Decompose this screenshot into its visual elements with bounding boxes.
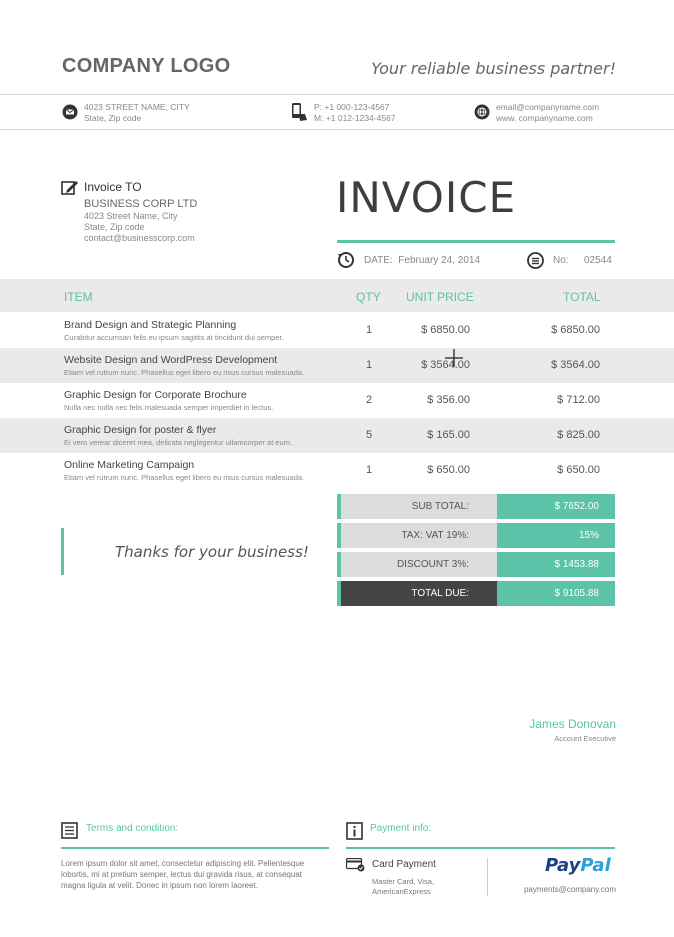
address-block (84, 102, 190, 124)
item-price: $ 165.00 (427, 429, 470, 441)
date-value: February 24, 2014 (398, 255, 480, 266)
table-row (0, 453, 674, 488)
item-total: $ 712.00 (557, 394, 600, 406)
address-line: 4023 STREET NAME, CITY (84, 102, 190, 112)
paypal-logo-pay: Pay (545, 855, 581, 876)
item-price: $ 6850.00 (421, 324, 470, 336)
card-types (372, 877, 434, 897)
item-desc: Curabitur accumsan felis eu ipsum sagittis at tincidunt dui semper. (64, 333, 284, 342)
invoice-to-label: Invoice TO (84, 180, 142, 194)
terms-label: Terms and condition: (86, 823, 179, 834)
item-total: $ 650.00 (557, 464, 600, 476)
date-label: DATE: (364, 255, 393, 266)
item-price: $ 650.00 (427, 464, 470, 476)
terms-line: lobortis, mi at pretium semper, lectus dui gravida risus, at consequat (61, 870, 302, 879)
item-total: $ 6850.00 (551, 324, 600, 336)
item-total: $ 3564.00 (551, 359, 600, 371)
mail-icon (62, 104, 78, 120)
edit-icon (61, 178, 79, 196)
item-title: Graphic Design for Corporate Brochure (64, 389, 247, 401)
tax-label: TAX: VAT 19%: (337, 523, 497, 548)
item-title: Graphic Design for poster & flyer (64, 424, 217, 436)
web-block (496, 102, 599, 124)
item-price: $ 356.00 (427, 394, 470, 406)
divider (0, 94, 674, 95)
card-payment-title: Card Payment (372, 859, 436, 870)
item-total: $ 825.00 (557, 429, 600, 441)
item-desc: Nulla nec nulla nec felis malesuada semper imperdiet in lectus. (64, 403, 274, 412)
accent-line (61, 847, 329, 849)
subtotal-row (337, 494, 615, 519)
terms-text (61, 858, 304, 891)
invoice-number: 02544 (584, 255, 612, 266)
tax-row (337, 523, 615, 548)
item-desc: Ei vero verear diceret mea, delicata neglegentur ullamcorper at eum. (64, 438, 293, 447)
globe-icon (474, 104, 490, 120)
terms-line: magna ligula at velit. Donec in ipsum non lorem laoreet. (61, 881, 258, 890)
table-row (0, 418, 674, 453)
paypal-email[interactable]: payments@company.com (523, 885, 616, 894)
divider (0, 129, 674, 130)
document-icon (61, 822, 78, 839)
client-address-line: 4023 Street Name, City (84, 211, 178, 221)
credit-card-icon (346, 858, 365, 872)
item-qty: 1 (365, 464, 373, 476)
website-link[interactable]: www. companyname.com (496, 113, 593, 123)
date-row (364, 255, 480, 266)
client-address-line: State, Zip code (84, 222, 145, 232)
item-desc: Etiam vel rutrum nunc. Phasellus eget libero eu risus cursus malesuada. (64, 368, 305, 377)
item-title: Website Design and WordPress Development (64, 354, 278, 366)
phone-line: P: +1 000-123-4567 (314, 102, 390, 112)
address-line: State, Zip code (84, 113, 142, 123)
accent-line (337, 240, 615, 243)
phone-line: M: +1 012-1234-4567 (314, 113, 396, 123)
accent-bar (61, 528, 64, 575)
invoice-number-label: No: (553, 255, 569, 266)
client-company: BUSINESS CORP LTD (84, 198, 198, 210)
divider (487, 858, 488, 896)
phone-block (314, 102, 396, 124)
tax-value: 15% (497, 523, 615, 548)
card-types-line: AmericanExpress (372, 887, 431, 896)
table-row (0, 383, 674, 418)
phone-icon (290, 102, 308, 122)
info-icon (346, 822, 363, 840)
item-title: Online Marketing Campaign (64, 459, 195, 471)
accent-line (346, 847, 615, 849)
paypal-logo (545, 855, 611, 876)
client-email: contact@businesscorp.com (84, 233, 195, 243)
tagline: Your reliable business partner! (371, 59, 616, 78)
item-qty: 1 (365, 359, 373, 371)
item-price: $ 3564.00 (421, 359, 470, 371)
col-qty: QTY (356, 290, 381, 304)
email-link[interactable]: email@companyname.com (496, 102, 600, 112)
table-row (0, 313, 674, 348)
item-qty: 1 (365, 324, 373, 336)
item-qty: 2 (365, 394, 373, 406)
discount-row (337, 552, 615, 577)
discount-label: DISCOUNT 3%: (337, 552, 497, 577)
total-due-row (337, 581, 615, 606)
list-icon (527, 252, 544, 269)
signatory-name: James Donovan (529, 717, 616, 731)
subtotal-label: SUB TOTAL: (337, 494, 497, 519)
item-title: Brand Design and Strategic Planning (64, 319, 237, 331)
total-due-value: $ 9105.88 (497, 581, 615, 606)
col-total: TOTAL (563, 290, 601, 304)
discount-value: $ 1453.88 (497, 552, 615, 577)
payment-label: Payment info: (370, 823, 432, 834)
item-qty: 5 (365, 429, 373, 441)
crosshair-cursor-icon (445, 349, 463, 367)
paypal-logo-pal: Pal (580, 855, 611, 876)
invoice-title: INVOICE (336, 173, 517, 222)
clock-icon (337, 251, 355, 269)
col-unit-price: UNIT PRICE (406, 290, 474, 304)
signatory-role: Account Executive (554, 734, 616, 743)
terms-line: Lorem ipsum dolor sit amet, consectetur adipiscing elit. Pellentesque (61, 859, 305, 868)
thanks-message: Thanks for your business! (115, 543, 309, 561)
card-types-line: Master Card, Visa, (372, 877, 434, 886)
col-item: ITEM (64, 290, 93, 304)
table-row (0, 348, 674, 383)
subtotal-value: $ 7652.00 (497, 494, 615, 519)
company-logo: COMPANY LOGO (62, 55, 231, 77)
item-desc: Etiam vel rutrum nunc. Phasellus eget libero eu risus cursus malesuada. (64, 473, 305, 482)
total-due-label: TOTAL DUE: (337, 581, 497, 606)
